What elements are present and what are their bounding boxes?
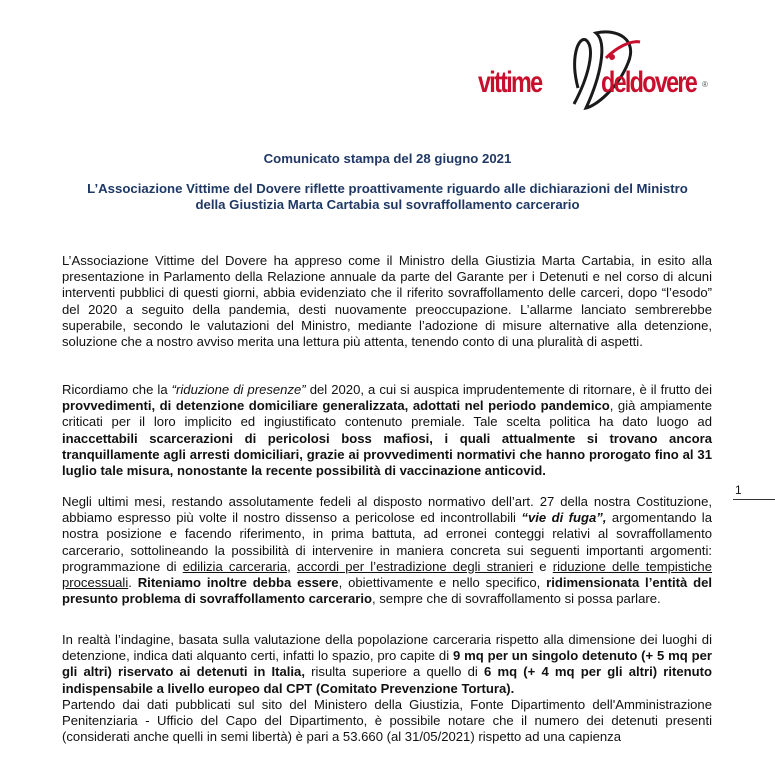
- p3-bold-1: Riteniamo inoltre debba essere: [137, 575, 339, 591]
- p2-italic-1: “riduzione di presenze”: [171, 382, 306, 397]
- logo-text-vittime: vittime: [478, 66, 542, 99]
- p4-bold-1: 9 mq per un singolo detenuto (+ 5 mq per gli altri) riservato ai detenuti in Italia,: [62, 648, 712, 680]
- page-number: 1: [735, 483, 742, 497]
- page-number-rule: [733, 499, 775, 500]
- title-line-2: della Giustizia Marta Cartabia sul sovraffollamento carcerario: [195, 197, 580, 212]
- p3-underline-2: accordi per l’estradizione degli stranieri: [296, 558, 534, 574]
- p2-text-1: Ricordiamo che la: [62, 382, 172, 397]
- p3-text-5: .: [128, 575, 138, 591]
- p3-bold-2: ridimensionata l’entità del presunto problema di sovraffollamento carcerario: [62, 575, 713, 607]
- paragraph-1: L’Associazione Vittime del Dovere ha appreso come il Ministro della Giustizia Marta Cartabia, in esito alla presentazione in Parlamento della Relazione annuale da parte del Garante per i Detenuti e nel corso di alcuni interventi pubblici di questi giorni, abbia evidenziato che il riferito sovraffollamento delle carceri, dopo “l’esodo” del 2020 a seguito della pandemia, desti nuovamente preoccupazione. L’allarme lanciato sembrerebbe superabile, secondo le valutazioni del Ministro, mediante l’adozione di misure alternative alla detenzione, soluzione che a nostro avviso merita una lettura più attenta, tenendo conto di una pluralità di aspetti.: [62, 253, 712, 350]
- p2-bold-1: provvedimenti, di detenzione domiciliare generalizzata, adottati nel periodo pandemico: [62, 398, 610, 414]
- paragraph-2: [62, 382, 712, 479]
- p2-text-3: , già ampiamente criticati per il loro implicito ed ingiustificato contenuto premiale. Tale scelta politica ha dato luogo ad: [62, 398, 712, 430]
- press-release-date: Comunicato stampa del 28 giugno 2021: [263, 151, 512, 166]
- p4-bold-2: 6 mq (+ 4 mq per gli altri) ritenuto indispensabile a livello europeo dal CPT (Comitato Prevenzione Tortura).: [62, 664, 713, 696]
- press-release-title: [0, 181, 775, 213]
- logo-text-deldovere: deldovere: [601, 66, 697, 99]
- registered-mark: ®: [702, 80, 708, 89]
- p2-bold-2: inaccettabili scarcerazioni di pericolosi boss mafiosi, i quali attualmente si trovano ancora tranquillamente agli arresti domiciliari, grazie ai provvedimenti normativi che hanno prorogato fino al 31 luglio tale misura, nonostante la recente possibilità di vaccinazione anticovid.: [62, 430, 712, 479]
- p3-text-7: , sempre che di sovraffollamento si possa parlare.: [371, 591, 661, 607]
- p3-text-4: e: [533, 558, 553, 574]
- p3-text-3: ,: [287, 558, 297, 574]
- p4-text-2: risulta superiore a quello di: [304, 664, 484, 680]
- paragraph-5: Partendo dai dati pubblicati sul sito del Ministero della Giustizia, Fonte Dipartimento dell'Amministrazione Penitenziaria - Ufficio del Capo del Dipartimento, è possibile notare che il numero dei detenuti presenti (considerati anche quelli in semi libertà) è pari a 53.660 (al 31/05/2021) rispetto ad una capienza: [62, 697, 712, 745]
- p3-underline-3: riduzione delle tempistiche processuali: [62, 558, 712, 591]
- p3-text-6: , obiettivamente e nello specifico,: [338, 575, 547, 591]
- title-line-1: L’Associazione Vittime del Dovere riflette proattivamente riguardo alle dichiarazioni del Ministro: [87, 181, 688, 196]
- p3-text-1: Negli ultimi mesi, restando assolutamente fedeli al disposto normativo dell’art. 27 della nostra Costituzione, abbiamo espresso più volte il nostro dissenso a pericolose ed incontrollabili: [62, 494, 712, 526]
- p2-text-2: del 2020, a cui si auspica imprudentemente di ritornare, è il frutto dei: [305, 382, 712, 397]
- p3-bold-italic-1: “vie di fuga”,: [521, 510, 607, 526]
- p4-text-1: In realtà l’indagine, basata sulla valutazione della popolazione carceraria rispetto alla dimensione dei luoghi di detenzione, indica dati alquanto certi, infatti lo spazio, pro capite di: [62, 632, 712, 664]
- vittime-del-dovere-logo: [478, 18, 714, 116]
- paragraph-3: [62, 494, 712, 607]
- paragraph-4: [62, 632, 712, 697]
- p3-text-2: argomentando la nostra posizione e facendo riferimento, in prima battuta, ad erronei conteggi relativi al sovraffollamento carcerario, sottolineando la possibilità di intervenire in maniera concreta sui seguenti importanti argomenti: programmazione di: [62, 510, 712, 574]
- p3-underline-1: edilizia carceraria: [182, 558, 288, 574]
